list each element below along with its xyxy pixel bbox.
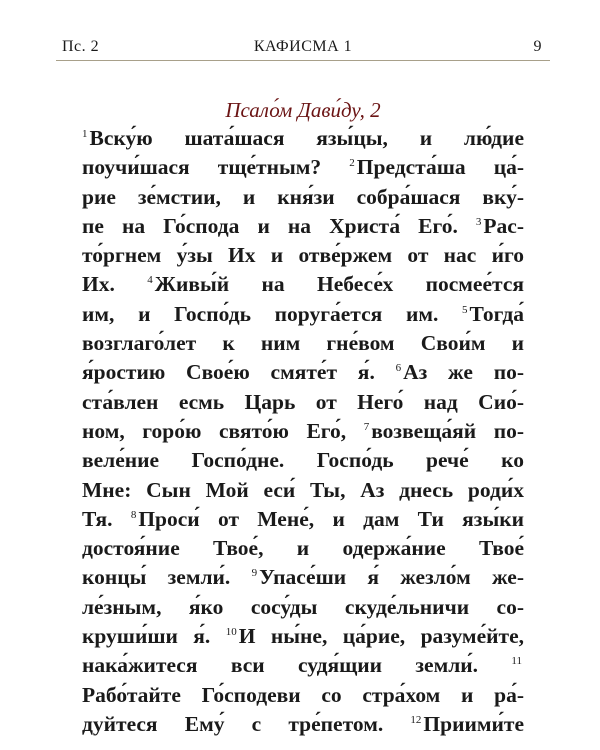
verse-number: 7	[363, 420, 370, 433]
verse-number: 4	[147, 274, 153, 287]
verse-number: 3	[475, 215, 482, 228]
verse-number: 5	[462, 303, 468, 316]
text-line: Мне: Сын Мой еси́ Ты, Аз днесь роди́х	[82, 477, 524, 502]
text-line: поучи́шася тще́тным? $^2$Предста́ша ца́-	[82, 155, 525, 180]
verse-number: 2	[349, 157, 355, 170]
text-line: то́ргнем у́зы Их и отве́ржем от нас и́го	[82, 243, 524, 268]
verse-number: 11	[511, 655, 522, 668]
text-line: Тя. $^8$Проси́ от Мене́, и дам Ти язы́ки	[82, 506, 524, 531]
psalm-title: Псало́м Дави́ду, 2	[225, 98, 381, 122]
running-header	[56, 34, 550, 62]
psalm-reference: Пс. 2	[62, 38, 100, 55]
text-line: Их. $^4$Живы́й на Небесе́х посмее́тся	[82, 272, 524, 297]
psalm-text	[82, 124, 524, 739]
text-line: ста́влен есмь Царь от Него́ над Сио́-	[82, 389, 524, 414]
text-line: пе на Го́спода и на Христа́ Его́. $^3$Рас-	[82, 213, 524, 238]
verse-number: 9	[251, 567, 258, 580]
text-line: рие зе́мстии, и кня́зи собра́шася вку́-	[82, 184, 524, 209]
text-line: достоя́ние Твое́, и одержа́ние Твое́	[82, 536, 524, 561]
text-line: ном, горо́ю свято́ю Его́, $^7$возвеща́яй по-	[82, 418, 524, 443]
verse-number: 1	[82, 127, 88, 140]
text-line: ле́зным, я́ко сосу́ды скуде́льничи со-	[82, 594, 524, 619]
header-rule	[56, 60, 550, 61]
verse-number: 8	[130, 508, 137, 521]
verse-number: 10	[225, 625, 237, 638]
text-line: Рабо́тайте Го́сподеви со стра́хом и ра́-	[82, 682, 524, 707]
kathisma-title: КАФИСМА 1	[253, 38, 353, 55]
text-line: концы́ земли́. $^9$Упасе́ши я́ жезло́м же-	[82, 565, 525, 590]
text-line: возглаго́лет к ним гне́вом Свои́м и	[82, 331, 524, 356]
text-line: я́ростию Свое́ю смяте́т я́. $^6$Аз же по-	[82, 360, 524, 385]
text-line: им, и Госпо́дь поруга́ется им. $^5$Тогда́	[82, 301, 524, 326]
verse-number: 12	[410, 713, 422, 726]
text-line: дуйтеся Ему́ с тре́петом. $^{12}$Приими́те	[82, 711, 524, 736]
text-line: круши́ши я́. $^{10}$И ны́не, ца́рие, разуме́йте,	[82, 624, 524, 649]
page-number: 9	[533, 38, 542, 55]
text-line: $^1$Вску́ю шата́шася язы́цы, и лю́дие	[82, 126, 524, 150]
verse-number: 6	[395, 362, 402, 375]
text-line: веле́ние Госпо́дне. Госпо́дь рече́ ко	[82, 448, 524, 473]
text-line: нака́житеся вси судя́щии земли́. $^{11}$	[82, 653, 522, 678]
